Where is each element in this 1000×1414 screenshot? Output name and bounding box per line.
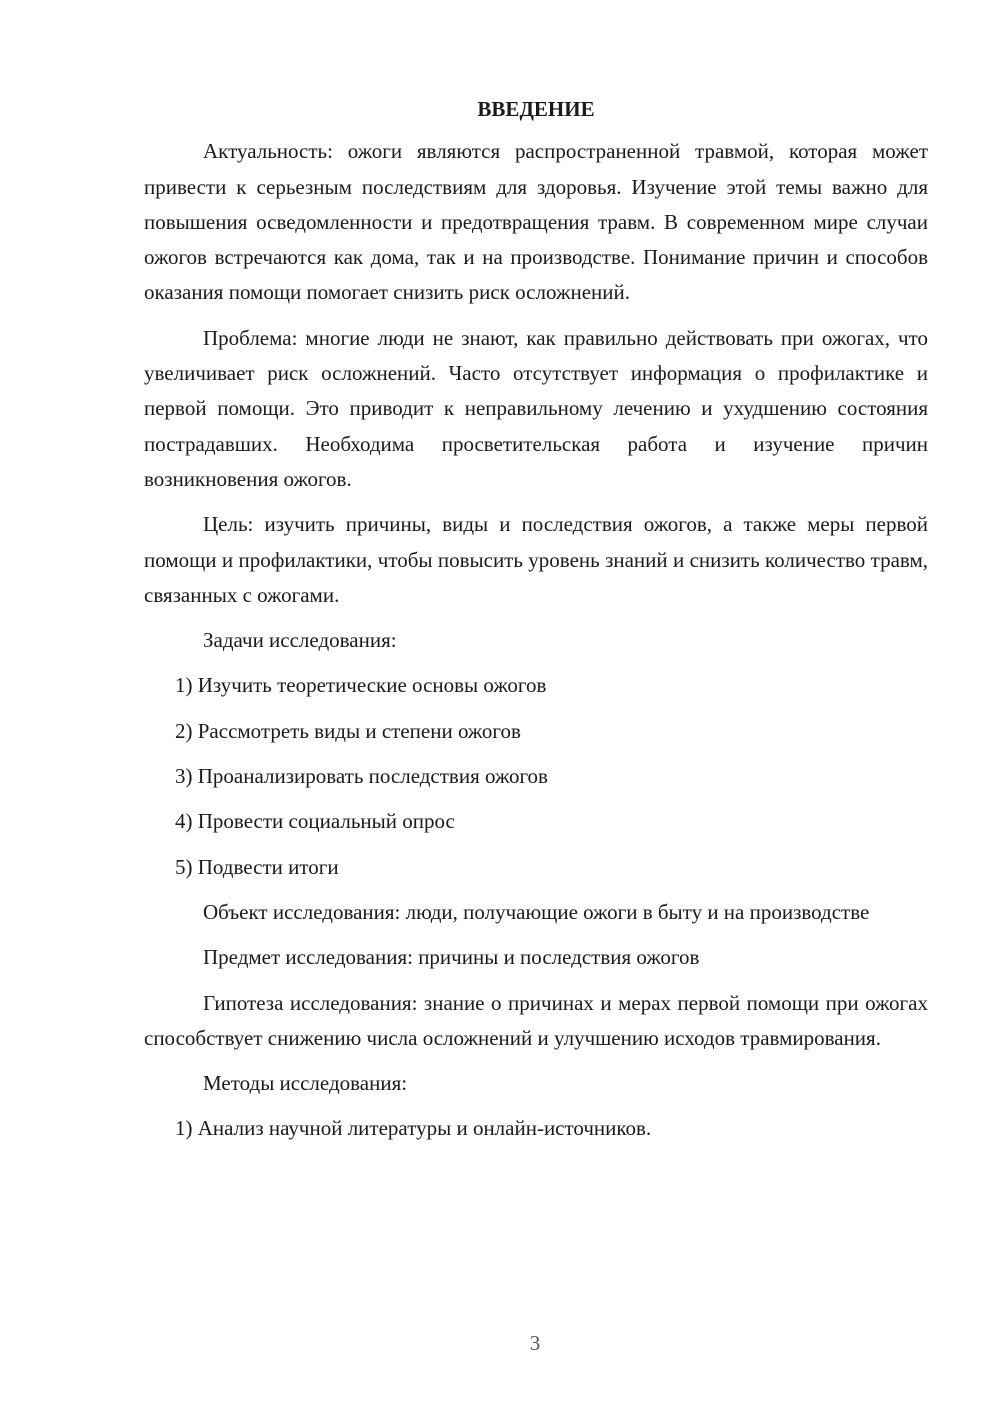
- paragraph-goal: Цель: изучить причины, виды и последствия ожогов, а также меры первой помощи и профилактики, чтобы повысить уровень знаний и снизить количество травм, связанных с ожогами.: [144, 512, 928, 607]
- paragraph-object: Объект исследования: люди, получающие ожоги в быту и на производстве: [203, 899, 870, 924]
- task-item-2: 2) Рассмотреть виды и степени ожогов: [175, 718, 521, 743]
- tasks-heading: Задачи исследования:: [203, 628, 397, 653]
- page-title: ВВЕДЕНИЕ: [477, 97, 595, 121]
- page-number: 3: [529, 1331, 541, 1355]
- task-item-1: 1) Изучить теоретические основы ожогов: [175, 673, 547, 698]
- task-item-4: 4) Провести социальный опрос: [175, 809, 455, 834]
- task-item-3: 3) Проанализировать последствия ожогов: [175, 764, 548, 789]
- paragraph-problem: Проблема: многие люди не знают, как правильно действовать при ожогах, что увеличивает риск осложнений. Часто отсутствует информация о профилактике и первой помощи. Это приводит к неправильному лечению и ухудшению состояния пострадавших. Необходима просветительская работа и изучение причин возникновения ожогов.: [144, 325, 928, 491]
- task-item-5: 5) Подвести итоги: [175, 854, 339, 879]
- paragraph-hypothesis: Гипотеза исследования: знание о причинах и мерах первой помощи при ожогах способствует снижению числа осложнений и улучшению исходов травмирования.: [144, 990, 928, 1050]
- methods-heading: Методы исследования:: [203, 1071, 408, 1096]
- paragraph-subject: Предмет исследования: причины и последствия ожогов: [203, 945, 700, 970]
- page-content: [144, 92, 928, 1157]
- paragraph-relevance: Актуальность: ожоги являются распространенной травмой, которая может привести к серьезным последствиям для здоровья. Изучение этой темы важно для повышения осведомленности и предотвращения травм. В современном мире случаи ожогов встречаются как дома, так и на производстве. Понимание причин и способов оказания помощи помогает снизить риск осложнений.: [144, 139, 928, 305]
- method-item-1: 1) Анализ научной литературы и онлайн-источников.: [175, 1116, 652, 1141]
